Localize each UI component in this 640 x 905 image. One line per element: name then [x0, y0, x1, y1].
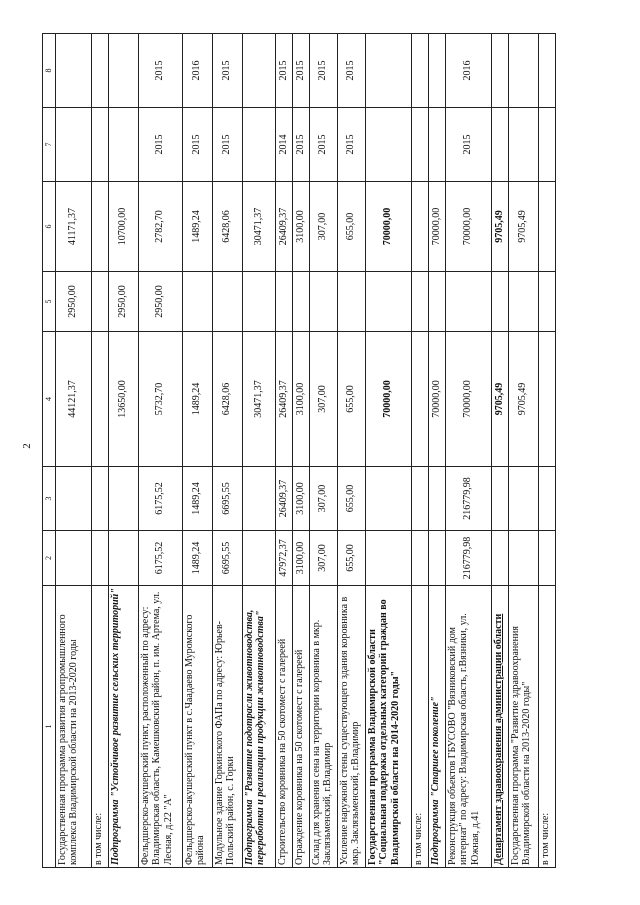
amount-cell: 6428,06 — [212, 182, 242, 272]
row-name-cell: в том числе: — [411, 586, 428, 868]
amount-cell: 655,00 — [337, 332, 365, 467]
amount-cell: 70000,00 — [428, 332, 445, 467]
row-name-cell: Реконструкция объектов ГБУСОВО "Вязниковский дом интернат" по адресу: Владимирская область, г.Вязники, ул. Южная, д.41 — [445, 586, 491, 868]
amount-cell: 307,00 — [309, 332, 337, 467]
row-name-cell: Государственная программа развития агропромышленного комплекса Владимирской области на 2013-2020 годы — [55, 586, 91, 868]
amount-cell — [91, 332, 108, 467]
amount-cell: 41171,37 — [55, 182, 91, 272]
row-name-cell: в том числе: — [538, 586, 555, 868]
amount-cell: 1489,24 — [182, 467, 212, 531]
table-row — [411, 34, 428, 868]
row-name-cell: Склад для хранения сена на территории коровника в мкр. Заклязьменский, г.Владимир — [309, 586, 337, 868]
row-name-cell: Государственная программа Владимирской области "Социальная поддержка отдельных категорий граждан во Владимирской области на 2014-2020 годы" — [365, 586, 411, 868]
data-table — [42, 33, 556, 868]
amount-cell — [491, 531, 508, 586]
table-row — [365, 34, 411, 868]
row-name-cell: Подпрограмма "Развитие подотрасли животноводства, переработки и реализации продукции животноводства" — [242, 586, 275, 868]
amount-cell: 655,00 — [337, 467, 365, 531]
year-cell: 2015 — [212, 34, 242, 108]
amount-cell — [365, 531, 411, 586]
amount-cell: 13650,00 — [108, 332, 138, 467]
amount-cell — [182, 272, 212, 332]
year-cell: 2015 — [337, 34, 365, 108]
table-row — [242, 34, 275, 868]
amount-cell — [108, 531, 138, 586]
table-row — [337, 34, 365, 868]
row-name-cell: Департамент здравоохранения администрации области — [491, 586, 508, 868]
row-name-cell: Ограждение коровника на 50 скотомест с галереей — [292, 586, 309, 868]
year-cell — [55, 108, 91, 182]
year-cell — [491, 108, 508, 182]
amount-cell — [275, 272, 292, 332]
amount-cell: 1489,24 — [182, 182, 212, 272]
year-cell: 2016 — [182, 34, 212, 108]
year-cell: 2016 — [445, 34, 491, 108]
year-cell — [491, 34, 508, 108]
amount-cell — [411, 272, 428, 332]
amount-cell: 1489,24 — [182, 531, 212, 586]
amount-cell: 3100,00 — [292, 332, 309, 467]
page-number: 2 — [20, 443, 33, 449]
amount-cell: 216779,98 — [445, 531, 491, 586]
table-row — [445, 34, 491, 868]
amount-cell: 2782,70 — [138, 182, 182, 272]
row-name-cell: Фельдшерско-акушерский пункт, расположенный по адресу: Владимирская область, Камешковский район, п. им. Артема, ул. Лесная, д.22 "А" — [138, 586, 182, 868]
amount-cell — [538, 467, 555, 531]
amount-cell: 2950,00 — [108, 272, 138, 332]
table-row — [491, 34, 508, 868]
year-cell: 2015 — [138, 108, 182, 182]
year-cell: 2015 — [309, 108, 337, 182]
row-name-cell: Модульное здание Горкинского ФАПа по адресу: Юрьев-Польский район, с. Горки — [212, 586, 242, 868]
year-cell — [242, 34, 275, 108]
year-cell: 2015 — [337, 108, 365, 182]
table-row — [508, 34, 538, 868]
column-number-header — [43, 34, 56, 868]
year-cell — [538, 108, 555, 182]
col-header-5: 5 — [43, 272, 56, 332]
amount-cell — [538, 531, 555, 586]
amount-cell: 26409,37 — [275, 332, 292, 467]
row-name-cell: Подпрограмма "Старшее поколение" — [428, 586, 445, 868]
amount-cell: 9705,49 — [508, 332, 538, 467]
amount-cell: 26409,37 — [275, 182, 292, 272]
table-row — [55, 34, 91, 868]
amount-cell — [445, 272, 491, 332]
year-cell — [411, 34, 428, 108]
amount-cell: 307,00 — [309, 182, 337, 272]
amount-cell — [538, 332, 555, 467]
amount-cell: 6695,55 — [212, 531, 242, 586]
amount-cell — [91, 182, 108, 272]
amount-cell: 44121,37 — [55, 332, 91, 467]
amount-cell — [242, 531, 275, 586]
col-header-4: 4 — [43, 332, 56, 467]
amount-cell: 307,00 — [309, 467, 337, 531]
row-name-cell: Подпрограмма "Устойчивое развитие сельских территорий" — [108, 586, 138, 868]
amount-cell — [411, 332, 428, 467]
year-cell — [538, 34, 555, 108]
amount-cell: 9705,49 — [491, 182, 508, 272]
amount-cell — [508, 272, 538, 332]
amount-cell — [309, 272, 337, 332]
rotated-page — [42, 34, 598, 868]
table-row — [538, 34, 555, 868]
year-cell: 2015 — [445, 108, 491, 182]
amount-cell — [242, 272, 275, 332]
col-header-7: 7 — [43, 108, 56, 182]
amount-cell — [411, 531, 428, 586]
amount-cell: 6175,52 — [138, 531, 182, 586]
col-header-2: 2 — [43, 531, 56, 586]
amount-cell — [538, 272, 555, 332]
year-cell — [428, 34, 445, 108]
table-row — [212, 34, 242, 868]
amount-cell: 70000,00 — [445, 332, 491, 467]
amount-cell: 10700,00 — [108, 182, 138, 272]
amount-cell: 9705,49 — [491, 332, 508, 467]
amount-cell — [411, 182, 428, 272]
amount-cell: 26409,37 — [275, 467, 292, 531]
amount-cell — [55, 467, 91, 531]
amount-cell: 47972,37 — [275, 531, 292, 586]
amount-cell — [365, 467, 411, 531]
amount-cell — [508, 531, 538, 586]
year-cell: 2015 — [138, 34, 182, 108]
year-cell — [365, 34, 411, 108]
amount-cell — [91, 531, 108, 586]
amount-cell — [365, 272, 411, 332]
row-name-cell: Строительство коровника на 50 скотомест с галереей — [275, 586, 292, 868]
amount-cell — [242, 467, 275, 531]
table-row — [428, 34, 445, 868]
year-cell: 2015 — [309, 34, 337, 108]
col-header-1: 1 — [43, 586, 56, 868]
amount-cell: 3100,00 — [292, 531, 309, 586]
table-row — [108, 34, 138, 868]
amount-cell: 30471,37 — [242, 182, 275, 272]
amount-cell: 307,00 — [309, 531, 337, 586]
amount-cell: 6175,52 — [138, 467, 182, 531]
year-cell — [411, 108, 428, 182]
year-cell: 2014 — [275, 108, 292, 182]
amount-cell: 3100,00 — [292, 182, 309, 272]
table-row — [91, 34, 108, 868]
amount-cell — [55, 531, 91, 586]
year-cell: 2015 — [292, 34, 309, 108]
amount-cell: 655,00 — [337, 182, 365, 272]
amount-cell: 1489,24 — [182, 332, 212, 467]
amount-cell — [91, 467, 108, 531]
col-header-3: 3 — [43, 467, 56, 531]
col-header-8: 8 — [43, 34, 56, 108]
year-cell — [242, 108, 275, 182]
amount-cell: 2950,00 — [138, 272, 182, 332]
amount-cell: 30471,37 — [242, 332, 275, 467]
amount-cell — [508, 467, 538, 531]
row-name-cell: Государственная программа "Развитие здравоохранения Владимирской области на 2013-2020 годы" — [508, 586, 538, 868]
year-cell — [108, 108, 138, 182]
amount-cell — [428, 531, 445, 586]
year-cell — [365, 108, 411, 182]
year-cell — [428, 108, 445, 182]
row-name-cell: Усиление наружной стены существующего здания коровника в мкр. Заклязьменский, г.Владимир — [337, 586, 365, 868]
amount-cell: 5732,70 — [138, 332, 182, 467]
amount-cell — [212, 272, 242, 332]
year-cell — [508, 108, 538, 182]
amount-cell — [491, 272, 508, 332]
year-cell: 2015 — [212, 108, 242, 182]
amount-cell: 2950,00 — [55, 272, 91, 332]
amount-cell: 70000,00 — [428, 182, 445, 272]
amount-cell: 70000,00 — [445, 182, 491, 272]
row-name-cell: в том числе: — [91, 586, 108, 868]
amount-cell: 70000,00 — [365, 182, 411, 272]
amount-cell — [411, 467, 428, 531]
amount-cell — [292, 272, 309, 332]
amount-cell: 3100,00 — [292, 467, 309, 531]
amount-cell: 216779,98 — [445, 467, 491, 531]
year-cell — [508, 34, 538, 108]
year-cell: 2015 — [275, 34, 292, 108]
table-row — [182, 34, 212, 868]
amount-cell — [428, 272, 445, 332]
year-cell — [55, 34, 91, 108]
amount-cell: 6695,55 — [212, 467, 242, 531]
amount-cell: 655,00 — [337, 531, 365, 586]
amount-cell — [108, 467, 138, 531]
year-cell — [108, 34, 138, 108]
row-name-cell: Фельдшерско-акушерский пункт в с.Чаадаево Муромского района — [182, 586, 212, 868]
amount-cell — [337, 272, 365, 332]
table-row — [138, 34, 182, 868]
year-cell: 2015 — [292, 108, 309, 182]
amount-cell — [538, 182, 555, 272]
amount-cell: 9705,49 — [508, 182, 538, 272]
year-cell: 2015 — [182, 108, 212, 182]
year-cell — [91, 34, 108, 108]
table-row — [275, 34, 292, 868]
table-row — [292, 34, 309, 868]
amount-cell — [491, 467, 508, 531]
amount-cell: 6428,06 — [212, 332, 242, 467]
amount-cell — [428, 467, 445, 531]
col-header-6: 6 — [43, 182, 56, 272]
year-cell — [91, 108, 108, 182]
amount-cell — [91, 272, 108, 332]
amount-cell: 70000,00 — [365, 332, 411, 467]
table-row — [309, 34, 337, 868]
